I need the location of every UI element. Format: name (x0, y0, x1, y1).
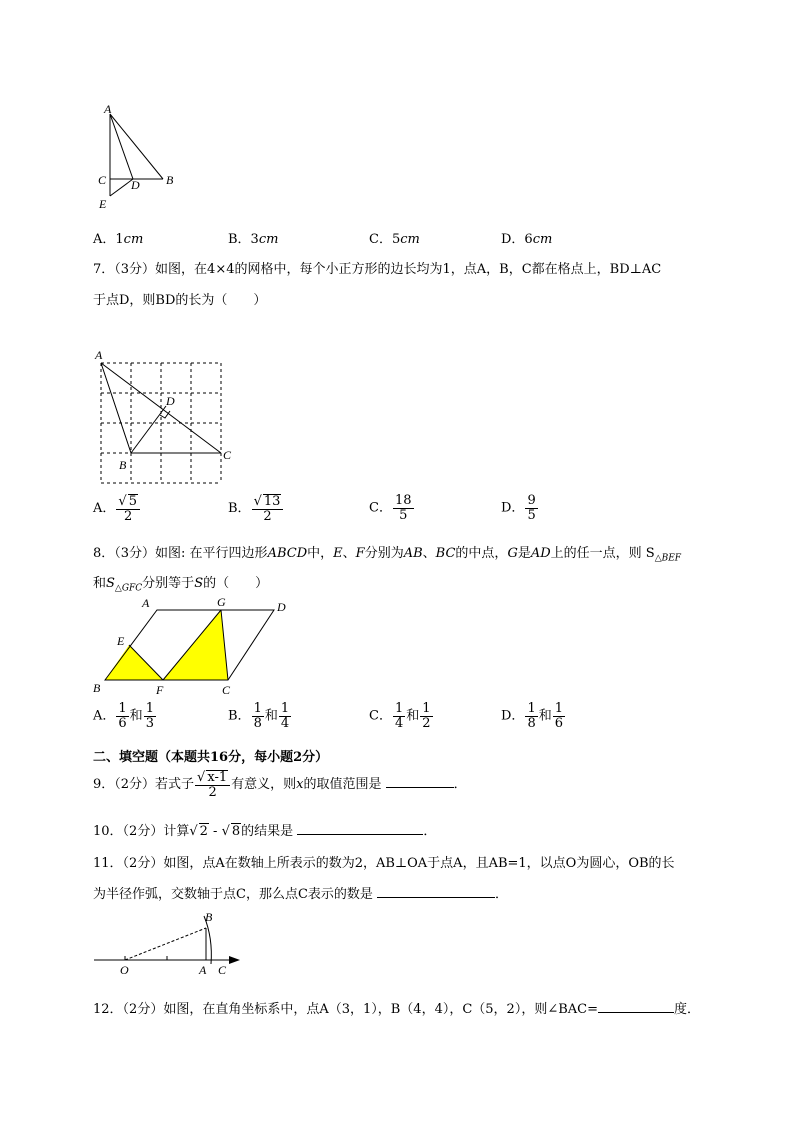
q7-option-d: D． $\frac{9}{5}$ (501, 493, 536, 523)
q8-option-d: D． $\frac{1}{8}$ 和 $\frac{1}{6}$ (501, 701, 564, 731)
fig6-label-c: C (98, 173, 107, 187)
q10-text: 10．（2分）计算√ 2 - √ 8的结果是 ． (93, 824, 437, 839)
q6-figure (92, 100, 187, 215)
q6-option-a: A．1cm (93, 232, 144, 247)
q9-answer-blank[interactable] (386, 775, 454, 788)
q9-text: 9．（2分）若式子 $\frac{√ x-1}{2}$ 有意义，则x的取值范围是 ． (93, 770, 467, 800)
fig8-label-d: D (277, 600, 286, 614)
fig8-label-b: B (93, 681, 101, 695)
fig6-label-d: D (131, 178, 140, 192)
fig6-label-b: B (166, 173, 174, 187)
q12-text: 12．（2分）如图，在直角坐标系中，点A（3，1），B（4，4），C（5，2），则∠BAC= 度． (93, 1002, 701, 1017)
fig7-label-d: D (166, 394, 175, 408)
q7-text-line2: 于点D，则BD的长为（ ） (93, 293, 267, 308)
q8-option-b: B． $\frac{1}{8}$ 和 $\frac{1}{4}$ (228, 701, 290, 731)
q7-text-line1: 7．（3分）如图，在4×4的网格中，每个小正方形的边长均为1，点A，B，C都在格点上，BD⊥AC (93, 262, 662, 277)
fig8-label-a: A (142, 596, 150, 610)
q8-text-line2: 和$S_{\triangle GFC}$分别等于S的（ ） (93, 576, 269, 594)
q7-option-a: A． $\frac{√ 5}{2}$ (93, 494, 141, 523)
q8-parallelogram-figure (88, 592, 298, 700)
q11-text-line1: 11．（2分）如图，点A在数轴上所表示的数为2，AB⊥OA于点A，且AB=1，以点O为圆心，OB的长 (93, 856, 675, 871)
section2-heading: 二、填空题（本题共16分，每小题2分） (93, 750, 329, 765)
q11-text-line2: 为半径作弧，交数轴于点C，那么点C表示的数是 ． (93, 887, 509, 902)
fig8-label-e: E (117, 634, 125, 648)
q11-answer-blank[interactable] (377, 885, 495, 898)
q10-answer-blank[interactable] (297, 822, 423, 835)
q6-option-c: C．5cm (369, 232, 420, 247)
fig7-label-a: A (95, 348, 103, 362)
fig8-label-c: C (222, 683, 231, 697)
q12-answer-blank[interactable] (598, 1000, 674, 1013)
q11-number-line-figure (90, 908, 250, 978)
q8-text-line1: 8．（3分）如图: 在平行四边形ABCD中，E、F分别为AB、BC的中点，G是AD上的任一点，则 $S_{\triangle BEF}$ (93, 546, 682, 564)
fig11-label-a: A (199, 963, 207, 977)
fig11-label-o: O (120, 963, 129, 977)
fig11-label-c: C (218, 963, 227, 977)
q7-option-b: B． $\frac{√ 13}{2}$ (228, 494, 284, 523)
fig11-label-b: B (205, 910, 213, 924)
q8-option-c: C． $\frac{1}{4}$ 和 $\frac{1}{2}$ (369, 701, 431, 731)
fig6-label-a: A (104, 102, 112, 116)
q7-option-c: C． $\frac{18}{5}$ (369, 493, 412, 523)
fig8-label-f: F (156, 683, 164, 697)
fig7-label-c: C (223, 448, 232, 462)
q7-grid-figure (90, 345, 250, 490)
fig7-label-b: B (119, 458, 127, 472)
q6-option-d: D．6cm (501, 232, 553, 247)
fig6-label-e: E (99, 197, 107, 211)
fig8-label-g: G (217, 595, 226, 609)
q6-option-b: B．3cm (228, 232, 279, 247)
q8-option-a: A． $\frac{1}{6}$ 和 $\frac{1}{3}$ (93, 701, 154, 731)
